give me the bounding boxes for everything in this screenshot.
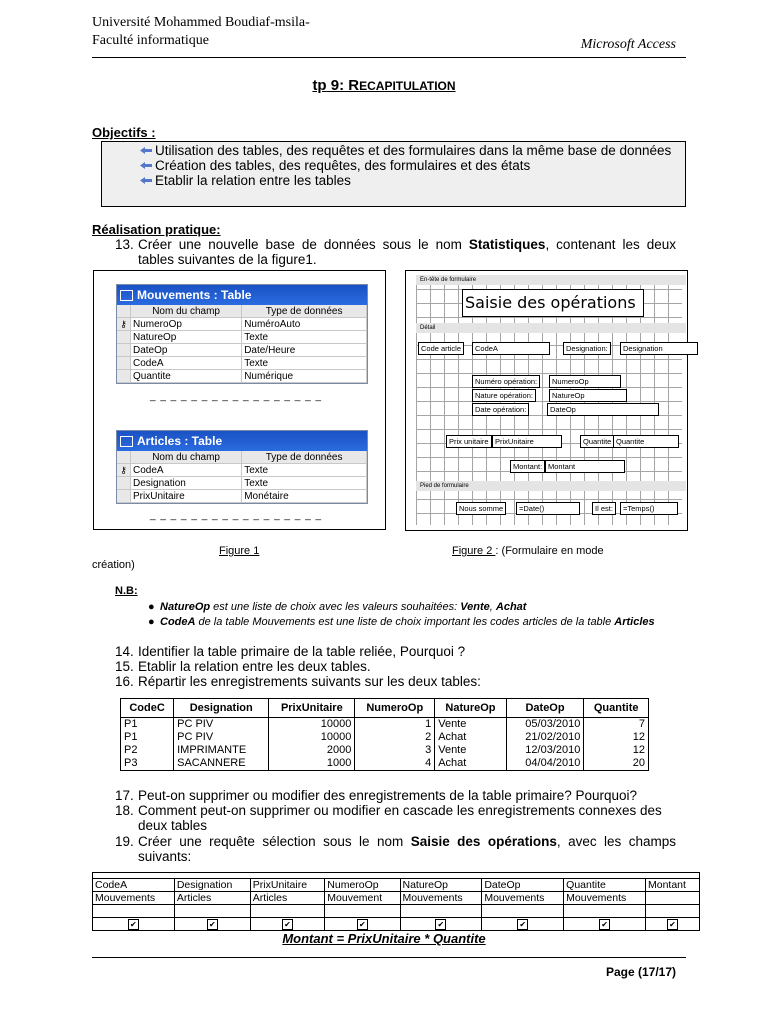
col-header: Nom du champ: [131, 305, 242, 318]
question-14: 14. Identifier la table primaire de la table reliée, Pourquoi ?: [115, 644, 466, 659]
key-icon: ⚷: [117, 318, 131, 331]
university-name: Université Mohammed Boudiaf-msila-: [92, 15, 310, 30]
key-icon: ⚷: [117, 464, 131, 477]
form-header-bar: En-tête de formulaire: [416, 275, 686, 285]
query-show-row: [93, 918, 700, 931]
question-15: 15. Etablir la relation entre les deux tables.: [115, 659, 371, 674]
question-18: 18. Comment peut-on supprimer ou modifier en cascade les enregistrements connexes des deux tables: [115, 803, 662, 833]
label: Il est:: [592, 502, 616, 515]
table-row: ⚷ NumeroOp NuméroAuto: [117, 318, 367, 331]
page-number: Page (17/17): [605, 965, 676, 979]
field: NatureOp: [549, 389, 627, 402]
query-field-row: CodeA Designation PrixUnitaire NumeroOp NatureOp DateOp Quantite Montant: [93, 879, 700, 892]
form-title: Saisie des opérations: [462, 289, 644, 317]
field: PrixUnitaire: [492, 435, 562, 448]
label: Nous somme: [456, 502, 506, 515]
label: Date opération:: [472, 403, 529, 416]
checkbox-icon[interactable]: ✔: [128, 919, 139, 930]
col-header: Nom du champ: [131, 451, 242, 464]
label: Designation:: [563, 342, 611, 355]
label: Code article: [418, 342, 464, 355]
figure-2-caption: Figure 2 : (Formulaire en mode: [452, 545, 604, 557]
header-rule: [92, 57, 686, 58]
footer-rule: [92, 957, 686, 958]
arrow-bullet-icon: [140, 162, 152, 169]
field: NumeroOp: [549, 375, 621, 388]
dashed-separator: _ _ _ _ _ _ _ _ _ _ _ _ _ _ _ _ _: [150, 391, 322, 402]
figure-2-caption-cont: création): [92, 559, 135, 571]
label: Quantite: [580, 435, 614, 448]
page-title: tp 9: RECAPITULATION: [312, 77, 456, 94]
field: Quantite: [613, 435, 679, 448]
table-row: ⚷ CodeA Texte: [117, 464, 367, 477]
table-row: PrixUnitaire Monétaire: [117, 490, 367, 503]
figure-1: [93, 270, 386, 530]
mouvements-table-title: Mouvements : Table: [137, 288, 252, 302]
query-grid: [92, 872, 700, 931]
checkbox-icon[interactable]: ✔: [435, 919, 446, 930]
formula: Montant = PrixUnitaire * Quantite: [282, 931, 486, 946]
table-row: Designation Texte: [117, 477, 367, 490]
label: Prix unitaire: [446, 435, 492, 448]
table-row: Quantite Numérique: [117, 370, 367, 383]
checkbox-icon[interactable]: ✔: [667, 919, 678, 930]
nb-bullet-2: ● CodeA de la table Mouvements est une liste de choix important les codes articles de la table Articles: [148, 616, 655, 628]
realisation-heading: Réalisation pratique:: [92, 222, 221, 237]
objectifs-heading: Objectifs :: [92, 125, 156, 140]
form-footer-bar: Pied de formulaire: [416, 481, 686, 491]
query-table-row: Mouvements Articles Articles Mouvement Mouvements Mouvements Mouvements: [93, 892, 700, 905]
label: Numéro opération:: [472, 375, 540, 388]
col-header: Type de données: [242, 305, 367, 318]
objectif-item: Création des tables, des requêtes, des formulaires et des états: [102, 158, 685, 173]
dashed-separator: _ _ _ _ _ _ _ _ _ _ _ _ _ _ _ _ _: [150, 510, 322, 521]
field: =Date(): [516, 502, 580, 515]
col-header: Type de données: [242, 451, 367, 464]
table-icon: [120, 436, 133, 447]
field: Montant: [545, 460, 625, 473]
table-row: CodeA Texte: [117, 357, 367, 370]
checkbox-icon[interactable]: ✔: [599, 919, 610, 930]
articles-table-title: Articles : Table: [137, 434, 223, 448]
header-right: Microsoft Access: [580, 37, 676, 52]
field: =Temps(): [620, 502, 678, 515]
question-17: 17. Peut-on supprimer ou modifier des enregistrements de la table primaire? Pourquoi?: [115, 788, 638, 803]
question-13: 13. Créer une nouvelle base de données sous le nom Statistiques, contenant les deux tables suivantes de la figure1.: [115, 237, 677, 267]
nb-bullet-1: ● NatureOp est une liste de choix avec les valeurs souhaitées: Vente, Achat: [148, 601, 527, 613]
objectif-item: Etablir la relation entre les tables: [102, 173, 685, 188]
objectif-item: Utilisation des tables, des requêtes et des formulaires dans la même base de données: [102, 143, 685, 158]
table-row: DateOp Date/Heure: [117, 344, 367, 357]
table-row: P1 PC PIV 10000 1 Vente 05/03/2010 7: [121, 718, 649, 732]
table-row: P2 IMPRIMANTE 2000 3 Vente 12/03/2010 12: [121, 744, 649, 757]
arrow-bullet-icon: [140, 177, 152, 184]
label: Nature opération:: [472, 389, 536, 402]
question-19: 19. Créer une requête sélection sous le nom Saisie des opérations, avec les champs suivants:: [115, 834, 676, 864]
table-row: NatureOp Texte: [117, 331, 367, 344]
faculty-name: Faculté informatique: [92, 33, 210, 48]
figure-2-form-design: [405, 270, 688, 531]
table-header-row: CodeC Designation PrixUnitaire NumeroOp NatureOp DateOp Quantite: [121, 699, 649, 718]
label: Montant:: [510, 460, 545, 473]
nb-heading: N.B:: [115, 585, 138, 597]
table-row: P3 SACANNERE 1000 4 Achat 04/04/2010 20: [121, 757, 649, 771]
mouvements-table: [116, 284, 368, 384]
records-table: [120, 698, 649, 771]
objectifs-box: [101, 141, 686, 207]
checkbox-icon[interactable]: ✔: [357, 919, 368, 930]
table-icon: [120, 290, 133, 301]
table-row: P1 PC PIV 10000 2 Achat 21/02/2010 12: [121, 731, 649, 744]
detail-bar: Détail: [416, 323, 686, 333]
checkbox-icon[interactable]: ✔: [207, 919, 218, 930]
field: CodeA: [472, 342, 550, 355]
arrow-bullet-icon: [140, 147, 152, 154]
checkbox-icon[interactable]: ✔: [282, 919, 293, 930]
header-left: [92, 14, 310, 50]
question-16: 16. Répartir les enregistrements suivants sur les deux tables:: [115, 674, 481, 689]
figure-1-caption: Figure 1: [219, 545, 260, 557]
articles-table: [116, 430, 368, 504]
field: DateOp: [547, 403, 659, 416]
field: Designation: [620, 342, 698, 355]
checkbox-icon[interactable]: ✔: [517, 919, 528, 930]
